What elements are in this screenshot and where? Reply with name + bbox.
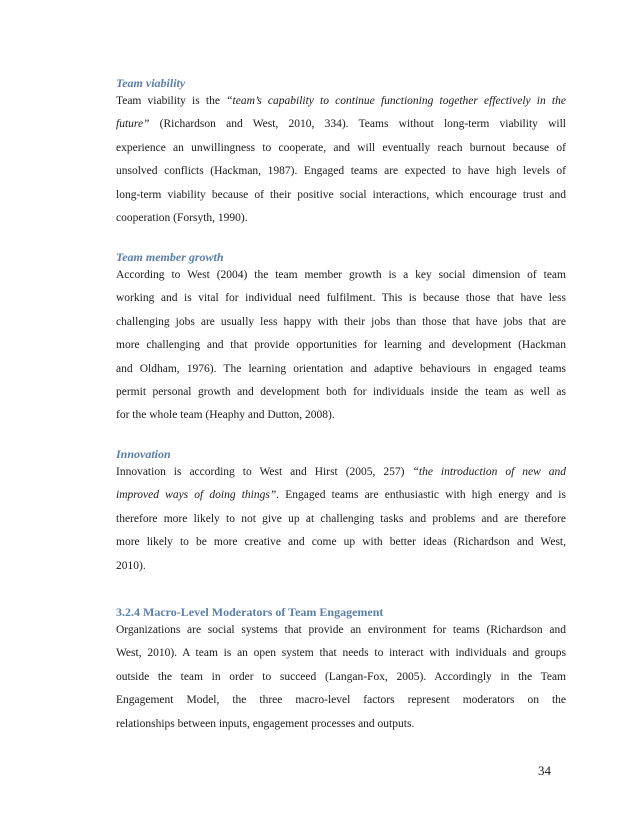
paragraph-line: Organizations are social systems that provide an environment for teams (Richardson and xyxy=(116,624,566,636)
paragraph-line: therefore more likely to not give up at challenging tasks and problems and are therefore xyxy=(116,512,566,525)
paragraph-line: and Oldham, 1976). The learning orientation and adaptive behaviours in engaged teams xyxy=(116,362,566,375)
paragraph-line: Team viability is the “team’s capability to continue functioning together effectively in the xyxy=(116,95,566,107)
paragraph-line: West, 2010). A team is an open system that needs to interact with individuals and groups xyxy=(116,647,566,660)
paragraph-line: unsolved conflicts (Hackman, 1987). Engaged teams are expected to have high levels of xyxy=(116,165,566,178)
paragraph-line: Engagement Model, the three macro-level factors represent moderators on the xyxy=(116,694,566,707)
paragraph-line: challenging jobs are usually less happy with their jobs than those that have jobs that are xyxy=(116,315,566,328)
section-heading: Team member growth xyxy=(116,250,224,264)
paragraph-line: more challenging and that provide opportunities for learning and development (Hackman xyxy=(116,339,566,352)
paragraph-line: cooperation (Forsyth, 1990). xyxy=(116,212,248,225)
paragraph-line: for the whole team (Heaphy and Dutton, 2008). xyxy=(116,409,335,422)
section-heading: Innovation xyxy=(116,447,171,461)
section-innovation xyxy=(116,447,566,578)
paragraph-line: permit personal growth and development both for individuals inside the team as well as xyxy=(116,386,566,399)
paragraph-line: improved ways of doing things”. Engaged teams are enthusiastic with high energy and is xyxy=(116,489,566,502)
section-macro-level-moderators xyxy=(116,605,566,736)
paragraph-line: long-term viability because of their positive social interactions, which encourage trust and xyxy=(116,188,566,201)
paragraph-line: experience an unwillingness to cooperate, and will eventually reach burnout because of xyxy=(116,141,566,154)
paragraph-line: working and is vital for individual need fulfilment. This is because those that have less xyxy=(116,292,566,305)
paragraph-line: more likely to be more creative and come up with better ideas (Richardson and West, xyxy=(116,536,566,549)
paragraph-line: future” (Richardson and West, 2010, 334). Teams without long-term viability will xyxy=(116,118,566,131)
paragraph-line: 2010). xyxy=(116,559,146,572)
paragraph-line: According to West (2004) the team member growth is a key social dimension of team xyxy=(116,269,566,281)
section-team-member-growth xyxy=(116,250,566,428)
paragraph-line: Innovation is according to West and Hirst (2005, 257) “the introduction of new and xyxy=(116,466,566,478)
paragraph-line: relationships between inputs, engagement processes and outputs. xyxy=(116,717,415,730)
section-team-viability xyxy=(116,76,566,230)
page-number: 34 xyxy=(538,763,551,778)
section-heading: 3.2.4 Macro-Level Moderators of Team Engagement xyxy=(116,605,384,619)
section-heading: Team viability xyxy=(116,76,186,90)
paragraph-line: outside the team in order to succeed (Langan-Fox, 2005). Accordingly in the Team xyxy=(116,670,566,683)
